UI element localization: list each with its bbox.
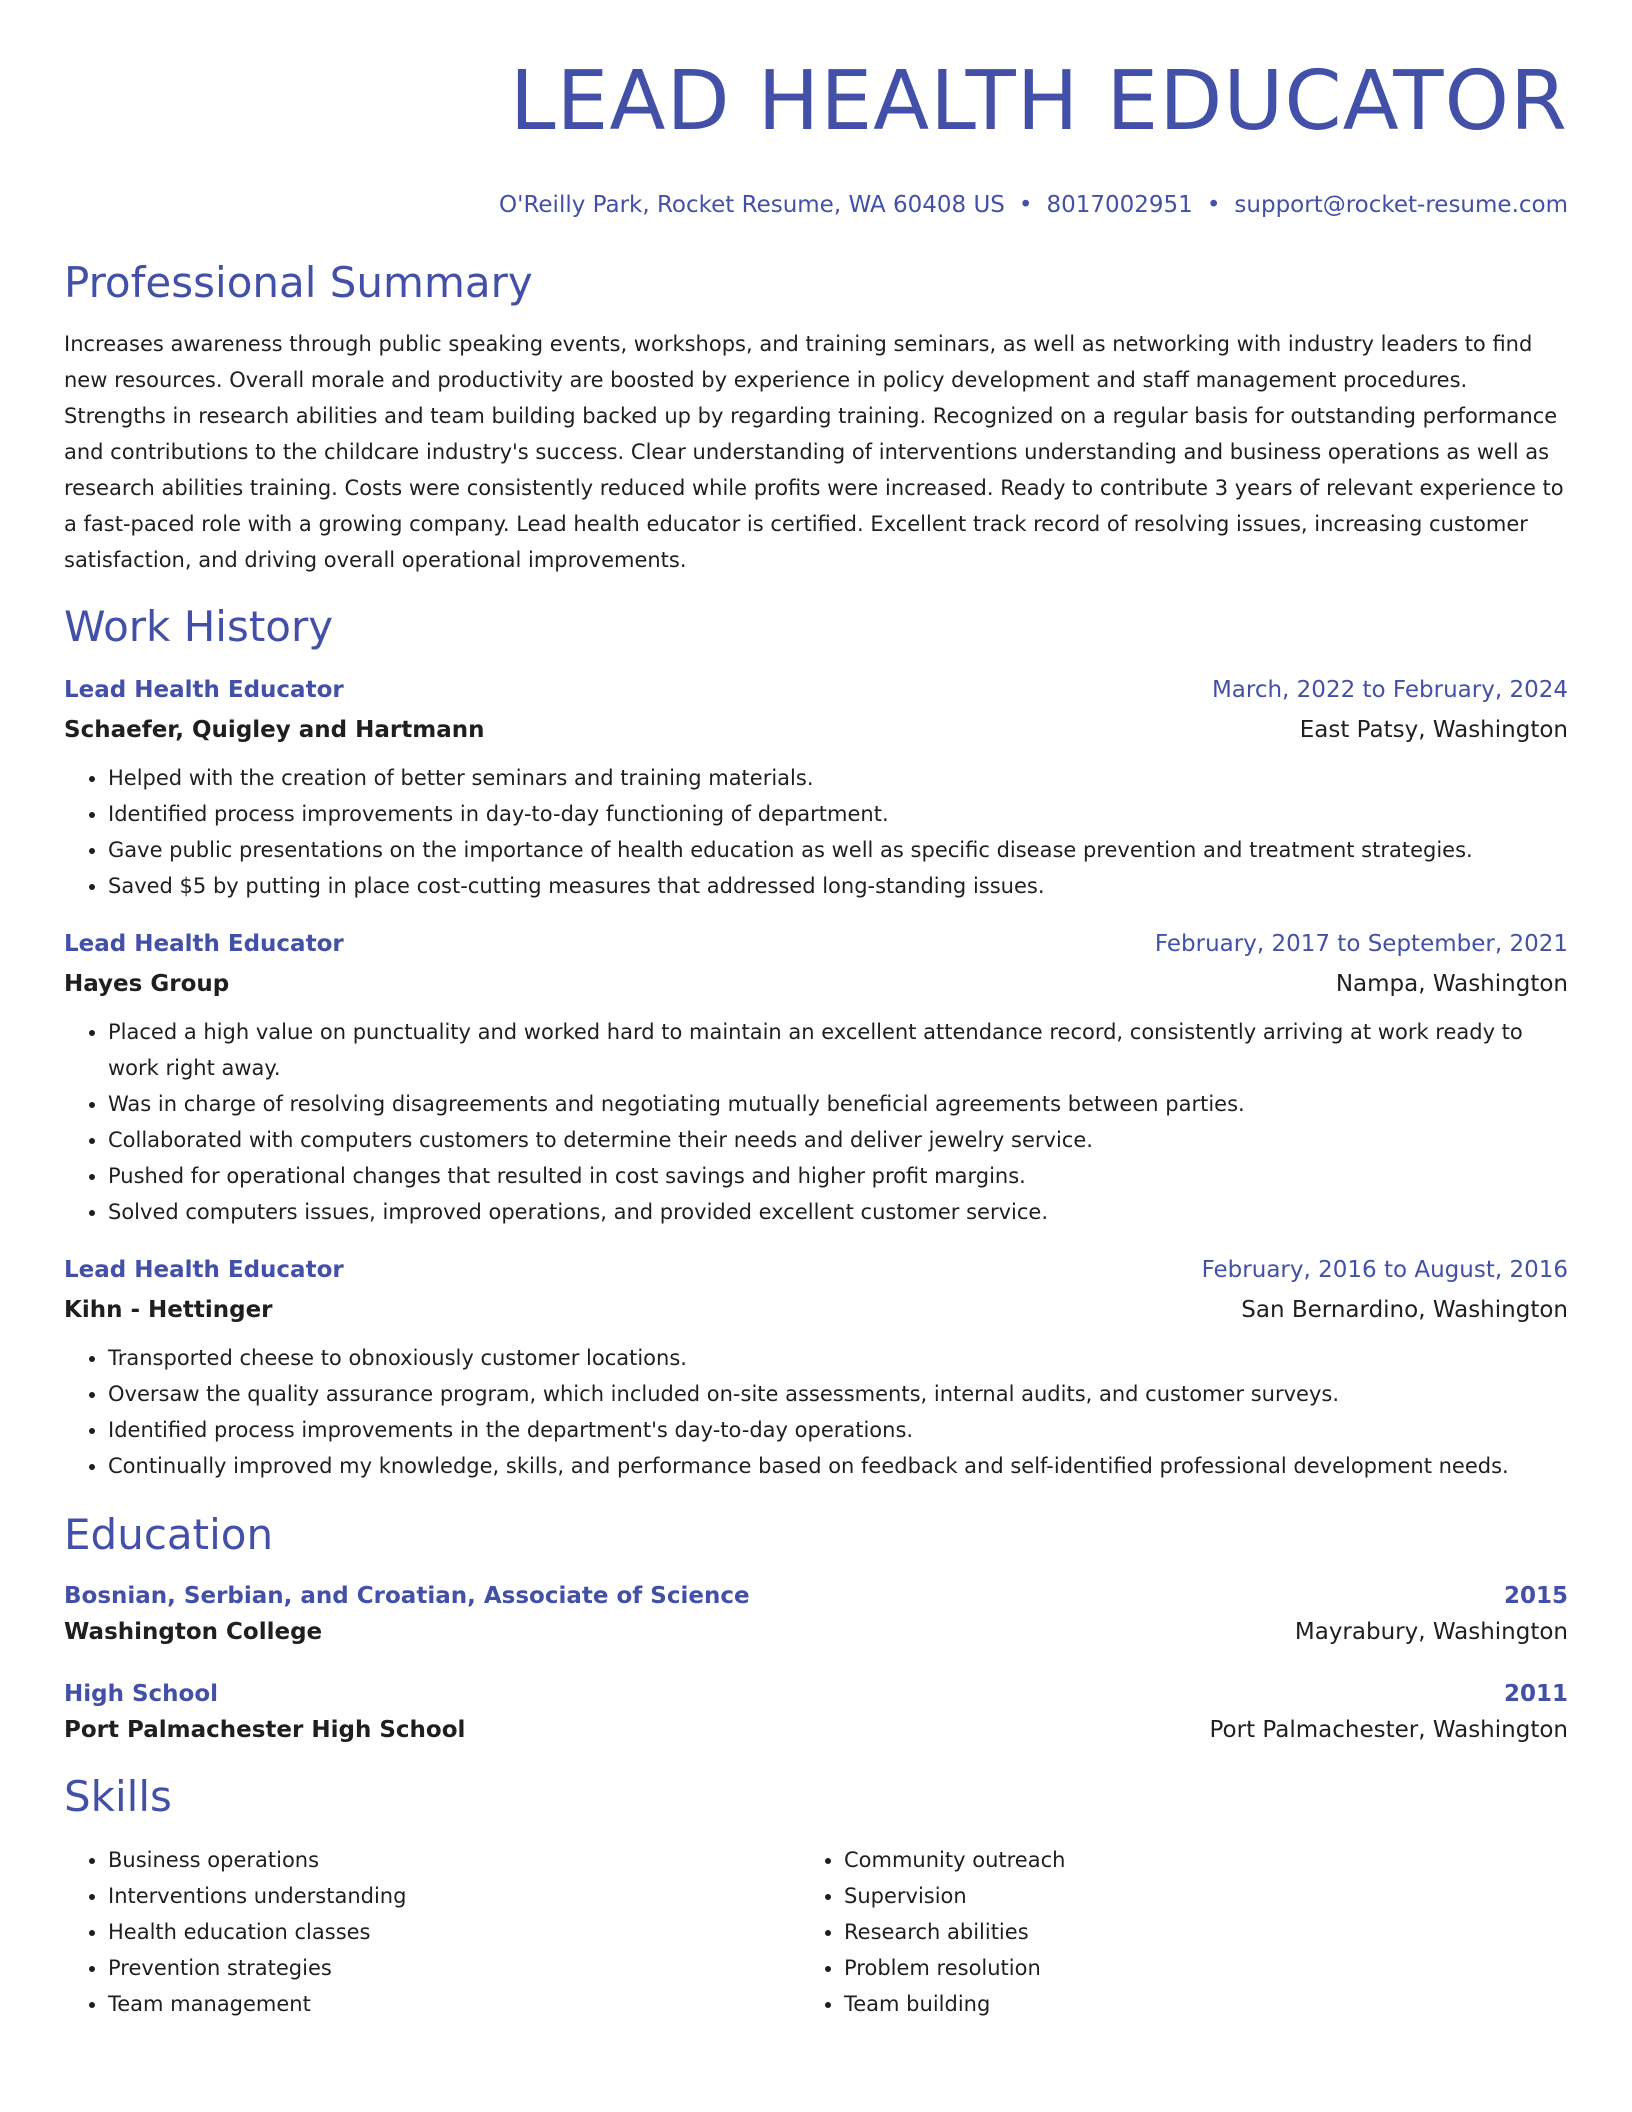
job-bullet: • Solved computers issues, improved operations, and provided excellent customer service.: [108, 1194, 1568, 1230]
job-bullets: [64, 1340, 1568, 1484]
job-bullets: [64, 760, 1568, 904]
education-degree: Bosnian, Serbian, and Croatian, Associate of Science: [64, 1583, 750, 1609]
education-school: Port Palmachester High School: [64, 1717, 466, 1743]
job-title: Lead Health Educator: [64, 677, 344, 703]
skill-item: • Supervision: [844, 1878, 1536, 1914]
job-company: Schaefer, Quigley and Hartmann: [64, 717, 485, 743]
job-entry: [64, 1254, 1568, 1484]
education-degree: High School: [64, 1681, 219, 1707]
education-heading: Education: [64, 1510, 274, 1559]
job-bullet: • Oversaw the quality assurance program, which included on-site assessments, internal audits, and customer surveys.: [108, 1376, 1568, 1412]
job-location: Nampa, Washington: [1335, 971, 1568, 997]
job-bullet: • Helped with the creation of better seminars and training materials.: [108, 760, 1568, 796]
skills-columns: [64, 1842, 1568, 2022]
job-bullet: • Identified process improvements in day-to-day functioning of department.: [108, 796, 1568, 832]
education-school: Washington College: [64, 1619, 323, 1645]
job-bullet: • Gave public presentations on the importance of health education as well as specific disease prevention and treatment strategies.: [108, 832, 1568, 868]
job-bullet: • Identified process improvements in the department's day-to-day operations.: [108, 1412, 1568, 1448]
job-bullet: • Collaborated with computers customers to determine their needs and deliver jewelry service.: [108, 1122, 1568, 1158]
contact-separator: •: [1018, 192, 1033, 218]
job-bullets: [64, 1014, 1568, 1230]
job-location: East Patsy, Washington: [1299, 717, 1568, 743]
job-title: Lead Health Educator: [64, 931, 344, 957]
job-entry: [64, 674, 1568, 904]
contact-email: support@rocket-resume.com: [1234, 192, 1568, 218]
education-year: 2011: [1503, 1681, 1568, 1707]
job-bullet: • Continually improved my knowledge, skills, and performance based on feedback and self-identified professional development needs.: [108, 1448, 1568, 1484]
job-dates: February, 2016 to August, 2016: [1201, 1257, 1568, 1283]
skill-item: • Business operations: [108, 1842, 800, 1878]
skill-item: • Problem resolution: [844, 1950, 1536, 1986]
summary-text: Increases awareness through public speaking events, workshops, and training seminars, as well as networking with industry leaders to find new resources. Overall morale and productivity are boosted by experience in policy development and staff management procedures. Strengths in research abilities and team building backed up by regarding training. Recognized on a regular basis for outstanding performance and contributions to the childcare industry's success. Clear understanding of interventions understanding and business operations as well as research abilities training. Costs were consistently reduced while profits were increased. Ready to contribute 3 years of relevant experience to a fast-paced role with a growing company. Lead health educator is certified. Excellent track record of resolving issues, increasing customer satisfaction, and driving overall operational improvements.: [64, 332, 1564, 572]
job-dates: March, 2022 to February, 2024: [1211, 677, 1568, 703]
job-dates: February, 2017 to September, 2021: [1154, 931, 1568, 957]
job-bullet: • Was in charge of resolving disagreements and negotiating mutually beneficial agreements between parties.: [108, 1086, 1568, 1122]
skill-item: • Team building: [844, 1986, 1536, 2022]
job-entry: [64, 928, 1568, 1230]
job-bullet: • Pushed for operational changes that resulted in cost savings and higher profit margins.: [108, 1158, 1568, 1194]
contact-address: O'Reilly Park, Rocket Resume, WA 60408 US: [499, 192, 1005, 218]
work-history-heading: Work History: [64, 602, 334, 651]
skills-heading: Skills: [64, 1772, 172, 1821]
skill-item: • Community outreach: [844, 1842, 1536, 1878]
contact-phone: 8017002951: [1046, 192, 1193, 218]
job-bullet: • Placed a high value on punctuality and worked hard to maintain an excellent attendance record, consistently arriving at work ready to work right away.: [108, 1014, 1568, 1086]
job-bullet: • Transported cheese to obnoxiously customer locations.: [108, 1340, 1568, 1376]
summary-heading: Professional Summary: [64, 258, 533, 307]
education-year: 2015: [1503, 1583, 1568, 1609]
skill-item: • Health education classes: [108, 1914, 800, 1950]
education-location: Mayrabury, Washington: [1294, 1619, 1568, 1645]
skill-item: • Research abilities: [844, 1914, 1536, 1950]
education-location: Port Palmachester, Washington: [1209, 1717, 1568, 1743]
contact-separator: •: [1206, 192, 1221, 218]
skills-list-right: [800, 1842, 1536, 2022]
candidate-name: LEAD HEALTH EDUCATOR: [509, 54, 1568, 149]
contact-line: [64, 190, 1568, 220]
skill-item: • Team management: [108, 1986, 800, 2022]
resume-header: [64, 0, 1568, 220]
skills-list-left: [64, 1842, 800, 2022]
education-entry: [64, 1580, 1568, 1648]
skill-item: • Prevention strategies: [108, 1950, 800, 1986]
job-bullet: • Saved $5 by putting in place cost-cutting measures that addressed long-standing issues.: [108, 868, 1568, 904]
job-title: Lead Health Educator: [64, 1257, 344, 1283]
job-company: Kihn - Hettinger: [64, 1297, 273, 1323]
skill-item: • Interventions understanding: [108, 1878, 800, 1914]
job-location: San Bernardino, Washington: [1241, 1297, 1568, 1323]
education-entry: [64, 1678, 1568, 1746]
job-company: Hayes Group: [64, 971, 230, 997]
